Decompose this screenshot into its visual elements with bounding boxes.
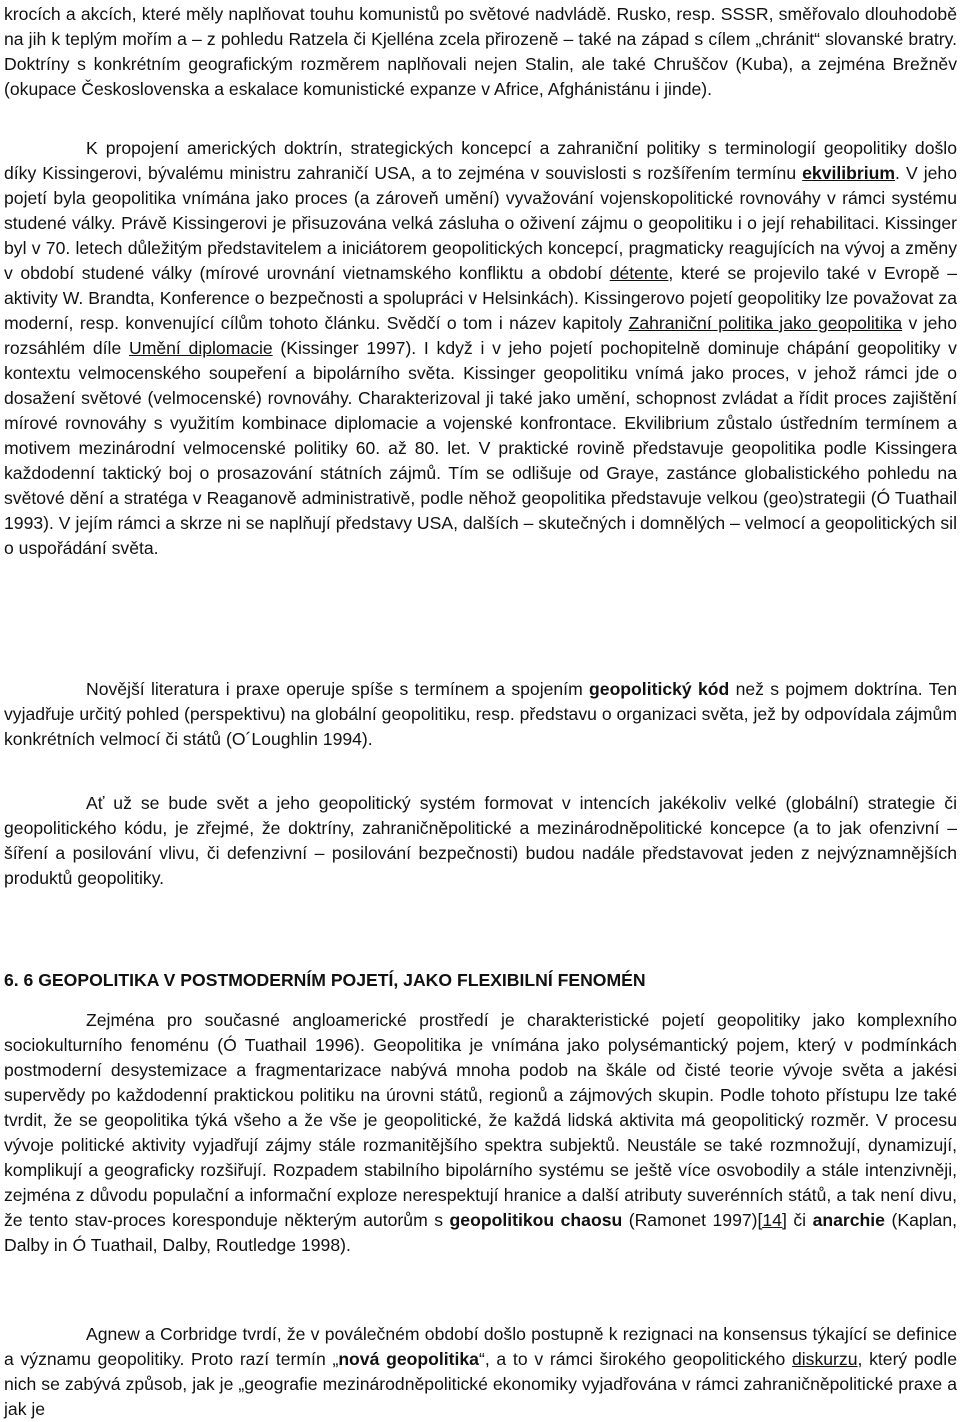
paragraph-soviet-expansion xyxy=(4,2,957,102)
paragraph-text: . V jeho pojetí byla geopolitika vnímána jako proces (a zároveň umění) vyvažování vojenskopolitické rovnováhy v rámci systému studené války. Právě Kissingerovi je přisuzována velká zásluha o oživení zájmu o geopolitiku i o její rehabilitaci. Kissinger byl v 70. letech důležitým představitelem a iniciátorem geopolitických koncepcí, pragmaticky reagujících na vývoj a změny v období studené války (mírové urovnání vietnamského konfliktu a období xyxy=(4,163,957,283)
diskurzu-link[interactable]: diskurzu xyxy=(791,1349,858,1369)
paragraph-postmodern xyxy=(4,1008,957,1258)
detente-link[interactable]: détente xyxy=(609,263,669,283)
umeni-diplomacie-link[interactable]: Umění diplomacie xyxy=(128,338,273,358)
paragraph-text: (Ramonet 1997) xyxy=(622,1210,758,1230)
paragraph-text: než s pojmem doktrína. Ten vyjadřuje určitý pohled (perspektivu) na globální geopolitiku, resp. představu o organizaci světa, jež by odpovídala zájmům konkrétních velmocí či států (O´Loughlin 1994). xyxy=(4,679,957,749)
paragraph-text: (Kaplan, Dalby in Ó Tuathail, Dalby, Routledge 1998). xyxy=(4,1210,958,1255)
paragraph-text: Zejména pro současné angloamerické prostředí je charakteristické pojetí geopolitiky jako komplexního sociokulturního fenoménu (Ó Tuathail 1996). Geopolitika je vnímána jako polysémantický pojem, který v podmínkách postmoderní desystemizace a fragmentarizace nabývá mnoha podob na škále od čisté teorie vývoje světa a jakési supervědy po každodenní praktickou politiku na úrovni států, regionů a zájmových skupin. Podle tohoto přístupu lze také tvrdit, že se geopolitika týká všeho a že vše je geopolitické, že každá lidská aktivita má geopolitický rozměr. V procesu vývoje politické aktivity vyjadřují zájmy stále rozmanitějšího spektra subjektů. Neustále se také rozmnožují, dynamizují, komplikují a geograficky rozšiřují. Rozpadem stabilního bipolárního systému se ještě více osvobodily a stále intenzivněji, zejména z důvodu populační a informační exploze nerespektují hranice a další atributy suverénních států, a tak není divu, že tento stav-proces koresponduje některým autorům s xyxy=(4,1010,957,1230)
paragraph-new-geopolitics xyxy=(4,1322,957,1422)
paragraph-text: “, a to v rámci širokého geopolitického xyxy=(478,1349,792,1369)
paragraph-text: (Kissinger 1997). I když i v jeho pojetí pochopitelně dominuje chápání geopolitiky v kontextu velmocenského soupeření a bipolárního světa. Kissinger geopolitiku vnímá jako proces, v jehož rámci jde o dosažení světové (velmocenské) rovnováhy. Charakterizoval ji také jako umění, schopnost zvládat a řídit proces zajištění mírové rovnováhy s využitím kombinace diplomacie a vojenské konfrontace. Ekvilibrium zůstalo ústředním termínem a motivem mezinárodní velmocenské politiky 60. až 80. let. V praktické rovině představuje geopolitika podle Kissingera každodenní taktický boj o prosazování státních zájmů. Tím se odlišuje od Graye, zastánce globalistického pohledu na světové dění a stratéga v Reaganově administrativě, podle něhož geopolitika představuje velkou (geo)strategii (Ó Tuathail 1993). V jejím rámci a skrze ni se naplňují představy USA, dalších – skutečných i domnělých – velmocí a geopolitických sil o uspořádání světa. xyxy=(4,338,957,558)
paragraph-text: či xyxy=(786,1210,813,1230)
footnote-14-link[interactable]: [14] xyxy=(757,1210,787,1230)
paragraph-geopolitical-code xyxy=(4,677,957,752)
paragraph-text: Novější literatura i praxe operuje spíše s termínem a spojením xyxy=(86,679,590,699)
nova-geopolitika-term: nová geopolitika xyxy=(338,1349,479,1369)
paragraph-text: K propojení amerických doktrín, strategických koncepcí a zahraniční politiky s terminologií geopolitiky došlo díky Kissingerovi, bývalému ministru zahraničí USA, a to zejména v souvislosti s rozšířením termínu xyxy=(4,138,957,183)
ekvilibrium-link[interactable]: ekvilibrium xyxy=(802,163,896,183)
paragraph-text: krocích a akcích, které měly naplňovat touhu komunistů po světové nadvládě. Rusko, resp. SSSR, směřovalo dlouhodobě na jih k teplým mořím a – z pohledu Ratzela či Kjelléna zcela přirozeně – také na západ s cílem „chránit“ slovanské bratry. Doktríny s konkrétním geografickým rozměrem naplňovali nejen Stalin, ale také Chruščov (Kuba), a zejména Brežněv (okupace Československa a eskalace komunistické expanze v Africe, Afghánistánu i jinde). xyxy=(4,4,957,99)
paragraph-text: , který podle nich se zabývá způsob, jak je „geografie mezinárodněpolitické ekonomiky vyjadřována v rámci zahraničněpolitické praxe a jak je xyxy=(4,1349,957,1419)
anarchie-term: anarchie xyxy=(812,1210,885,1230)
paragraph-kissinger xyxy=(4,136,957,561)
zahranicni-politika-link[interactable]: Zahraniční politika jako geopolitika xyxy=(628,313,903,333)
paragraph-text: Agnew a Corbridge tvrdí, že v poválečném období došlo postupně k rezignaci na konsensus týkající se definice a významu geopolitiky. Proto razí termín „ xyxy=(4,1324,957,1369)
paragraph-text: , které se projevilo také v Evropě – aktivity W. Brandta, Konference o bezpečnosti a spolupráci v Helsinkách). Kissingerovo pojetí geopolitiky lze považovat za moderní, resp. konvenující cílům tohoto článku. Svědčí o tom i název kapitoly xyxy=(4,263,957,333)
paragraph-text: Ať už se bude svět a jeho geopolitický systém formovat v intencích jakékoliv velké (globální) strategie či geopolitického kódu, je zřejmé, že doktríny, zahraničněpolitické a mezinárodněpolitické koncepce (a to jak ofenzivní – šíření a posilování vlivu, či defenzivní – posilování bezpečnosti) budou nadále představovat jeden z nejvýznamnějších produktů geopolitiky. xyxy=(4,793,957,888)
geopolitika-chaosu-term: geopolitikou chaosu xyxy=(449,1210,623,1230)
paragraph-global-strategy xyxy=(4,791,957,891)
paragraph-text: v jeho rozsáhlém díle xyxy=(4,313,958,358)
section-title: 6. 6 GEOPOLITIKA V POSTMODERNÍM POJETÍ, JAKO FLEXIBILNÍ FENOMÉN xyxy=(4,970,646,990)
geopoliticky-kod-term: geopolitický kód xyxy=(589,679,730,699)
section-heading xyxy=(4,968,957,993)
